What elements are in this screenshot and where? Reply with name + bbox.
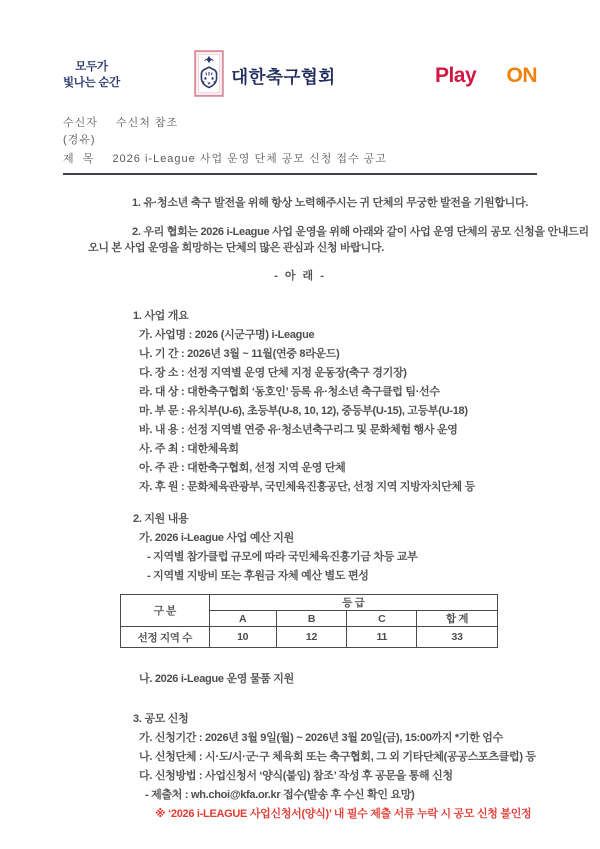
list-item: 나. 2026 i-League 운영 물품 지원 [139, 673, 294, 685]
section-3-title: 3. 공모 신청 [133, 713, 189, 725]
table-cell-grade-c-count: 11 [347, 627, 417, 648]
play-on-play-text: Play [434, 64, 477, 87]
table-header-grade-group: 등 급 [209, 595, 497, 611]
list-sub-item: - 지역별 지방비 또는 후원금 자체 예산 별도 편성 [147, 570, 369, 582]
masthead [63, 50, 537, 102]
play-on-logo [410, 64, 537, 88]
list-item: 마. 부 문 : 유치부(U-6), 초등부(U-8, 10, 12), 중등부(U-15), 고등부(U-18) [139, 405, 468, 417]
table-cell-total-count: 33 [417, 627, 498, 648]
list-item: 가. 2026 i-League 사업 예산 지원 [139, 532, 294, 544]
greeting-paragraph: 1. 유·청소년 축구 발전을 위해 항상 노력해주시는 귀 단체의 무궁한 발전을 기원합니다. [132, 197, 529, 209]
submission-email-line: - 제출처 : wh.choi@kfa.or.kr 접수(발송 후 수신 확인 요망) [145, 789, 415, 801]
below-divider-label: - 아 래 - [274, 270, 326, 282]
via-row: (경유) [63, 134, 96, 146]
recipient-value: 수신처 참조 [115, 117, 179, 129]
table-cell-grade-a-count: 10 [209, 627, 276, 648]
header-divider [63, 173, 537, 175]
table-header-total: 합 계 [417, 611, 498, 627]
document-meta [63, 115, 537, 175]
subject-title: 2026 i-League 사업 운영 단체 공모 신청 접수 공고 [112, 153, 387, 165]
list-item: 자. 후 원 : 문화체육관광부, 국민체육진흥공단, 선정 지역 지방자치단체 등 [139, 481, 475, 493]
slogan-line2: 빛나는 순간 [63, 77, 120, 89]
list-sub-item: - 지역별 참가클럽 규모에 따라 국민체육진흥기금 차등 교부 [147, 551, 418, 563]
slogan-line1: 모두가 [75, 61, 108, 74]
announcement-line2: 오니 본 사업 운영을 희망하는 단체의 많은 관심과 신청 바랍니다. [88, 242, 385, 254]
table-header-grade-c: C [347, 611, 417, 627]
kfa-slogan [63, 60, 120, 91]
kfa-logo [194, 50, 335, 102]
section-2-title: 2. 지원 내용 [133, 513, 189, 525]
section-1-title: 1. 사업 개요 [133, 310, 189, 322]
section-application [133, 709, 537, 824]
table-header-grade-b: B [276, 611, 347, 627]
announcement-paragraph [88, 224, 589, 256]
table-cell-grade-b-count: 12 [276, 627, 347, 648]
section-support-details [133, 509, 537, 586]
recipient-label: 수신자 [63, 117, 98, 129]
recipient-row [63, 115, 537, 132]
warning-notice: ※ ‘2026 i-LEAGUE 사업신청서(양식)’ 내 필수 제출 서류 누락 시 공모 신청 불인정 [155, 808, 532, 820]
list-item: 가. 신청기간 : 2026년 3월 9일(월) ~ 2026년 3월 20일(금), 15:00까지 *기한 엄수 [139, 732, 503, 744]
table-row [121, 627, 498, 648]
list-item: 사. 주 최 : 대한체육회 [139, 443, 239, 455]
table-header-category: 구 분 [121, 595, 210, 627]
announcement-line1: 2. 우리 협회는 2026 i-League 사업 운영을 위해 아래와 같이 사업 운영 단체의 공모 신청을 안내드리 [132, 226, 589, 238]
section-supplies-support [133, 670, 537, 689]
section-project-overview [133, 306, 537, 497]
play-on-on-text: ON [506, 64, 537, 87]
table-row-label: 선정 지역 수 [121, 627, 210, 648]
kfa-tiger-emblem-icon [194, 50, 224, 102]
list-item: 라. 대 상 : 대한축구협회 ‘동호인’ 등록 유·청소년 축구클럽 팀·선수 [139, 386, 440, 398]
subject-label: 제 목 [63, 153, 95, 165]
table-header-grade-a: A [209, 611, 276, 627]
list-item: 다. 장 소 : 선정 지역별 운영 단체 지정 운동장(축구 경기장) [139, 367, 407, 379]
org-name: 대한축구협회 [231, 66, 336, 87]
list-item: 가. 사업명 : 2026 (시군구명) i-League [139, 329, 315, 341]
list-item: 다. 신청방법 : 사업신청서 ‘양식(붙임) 참조’ 작성 후 공문을 통해 신청 [139, 770, 453, 782]
list-item: 아. 주 관 : 대한축구협회, 선정 지역 운영 단체 [139, 462, 346, 474]
list-item: 바. 내 용 : 선정 지역별 연중 유·청소년축구리그 및 문화체험 행사 운영 [139, 424, 458, 436]
list-item: 나. 신청단체 : 시·도/시·군·구 체육회 또는 축구협회, 그 외 기타단체(공공스포츠클럽) 등 [139, 751, 536, 763]
list-item: 나. 기 간 : 2026년 3월 ~ 11월(연중 8라운드) [139, 348, 340, 360]
subject-row [63, 151, 537, 168]
grade-allocation-table [120, 594, 498, 648]
